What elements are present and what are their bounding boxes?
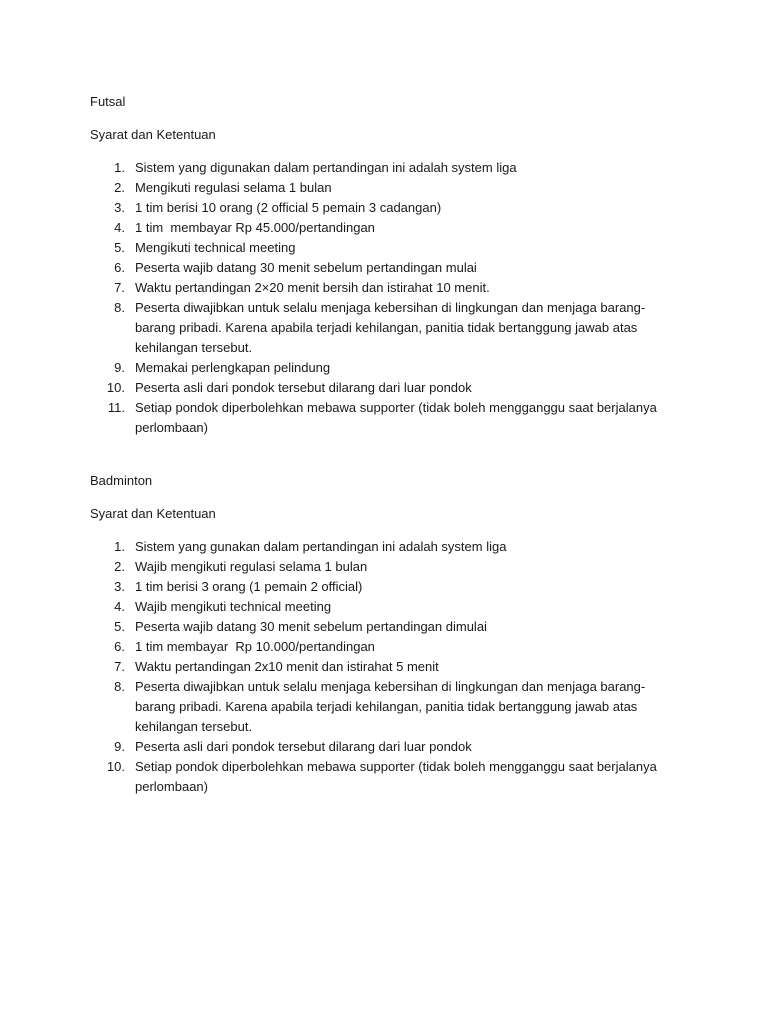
badminton-subtitle: Syarat dan Ketentuan [90, 506, 216, 521]
rule-item [90, 577, 690, 597]
rule-text: Wajib mengikuti technical meeting [135, 599, 332, 614]
rule-item [90, 158, 690, 178]
badminton-title: Badminton [90, 473, 153, 488]
rule-text: Memakai perlengkapan pelindung [135, 360, 331, 375]
rule-number: 4. [114, 599, 125, 614]
rule-text: Sistem yang digunakan dalam pertandingan ini adalah system liga [135, 160, 517, 175]
rule-number: 3. [114, 579, 125, 594]
rule-text: Waktu pertandingan 2×20 menit bersih dan istirahat 10 menit. [135, 280, 490, 295]
rule-text: 1 tim berisi 3 orang (1 pemain 2 official) [135, 579, 363, 594]
rule-number: 8. [114, 300, 125, 315]
rule-item [90, 617, 690, 637]
rule-text: Wajib mengikuti regulasi selama 1 bulan [135, 559, 368, 574]
rule-item [90, 178, 690, 198]
rule-text: Mengikuti technical meeting [135, 240, 296, 255]
rule-number: 10. [106, 759, 125, 774]
rule-number: 5. [114, 240, 125, 255]
rule-item [90, 677, 690, 737]
badminton-rules-list [90, 537, 690, 797]
futsal-rules-list [90, 158, 690, 438]
badminton-section [90, 471, 690, 797]
rule-text: Peserta wajib datang 30 menit sebelum pertandingan mulai [135, 260, 477, 275]
rule-number: 9. [114, 739, 125, 754]
rule-text: 1 tim membayar Rp 45.000/pertandingan [135, 220, 375, 235]
futsal-title: Futsal [90, 94, 126, 109]
rule-item [90, 657, 690, 677]
rule-item [90, 198, 690, 218]
rule-number: 3. [114, 200, 125, 215]
rule-item [90, 637, 690, 657]
rule-text: Peserta asli dari pondok tersebut dilarang dari luar pondok [135, 739, 472, 754]
rule-text: Setiap pondok diperbolehkan mebawa supporter (tidak boleh mengganggu saat berjalanya perlombaan) [135, 400, 657, 435]
rule-number: 1. [114, 160, 125, 175]
futsal-section [90, 92, 690, 438]
rule-text: Setiap pondok diperbolehkan mebawa supporter (tidak boleh mengganggu saat berjalanya perlombaan) [135, 759, 657, 794]
rule-number: 10. [106, 380, 125, 395]
rule-item [90, 278, 690, 298]
rule-text: Peserta asli dari pondok tersebut dilarang dari luar pondok [135, 380, 472, 395]
rule-number: 7. [114, 280, 125, 295]
rule-text: Sistem yang gunakan dalam pertandingan ini adalah system liga [135, 539, 507, 554]
rule-text: 1 tim membayar Rp 10.000/pertandingan [135, 639, 375, 654]
rule-item [90, 737, 690, 757]
rule-item [90, 378, 690, 398]
rule-text: Peserta diwajibkan untuk selalu menjaga kebersihan di lingkungan dan menjaga barang- barang pribadi. Karena apabila terjadi kehilangan, panitia tidak bertanggung jawab atas kehilangan tersebut. [135, 679, 646, 734]
rule-text: 1 tim berisi 10 orang (2 official 5 pemain 3 cadangan) [135, 200, 442, 215]
rule-number: 8. [114, 679, 125, 694]
futsal-subtitle: Syarat dan Ketentuan [90, 127, 216, 142]
rule-number: 11. [107, 400, 125, 415]
rule-number: 4. [114, 220, 125, 235]
rule-number: 6. [114, 260, 125, 275]
rule-item [90, 537, 690, 557]
rule-number: 5. [114, 619, 125, 634]
rule-item [90, 398, 690, 438]
rule-item [90, 358, 690, 378]
rule-text: Waktu pertandingan 2x10 menit dan istirahat 5 menit [135, 659, 439, 674]
rule-number: 9. [114, 360, 125, 375]
rule-number: 1. [114, 539, 125, 554]
rule-number: 2. [114, 180, 125, 195]
rule-item [90, 757, 690, 797]
rule-item [90, 557, 690, 577]
rule-text: Peserta diwajibkan untuk selalu menjaga kebersihan di lingkungan dan menjaga barang- barang pribadi. Karena apabila terjadi kehilangan, panitia tidak bertanggung jawab atas kehilangan tersebut. [135, 300, 646, 355]
rule-number: 6. [114, 639, 125, 654]
rule-item [90, 298, 690, 358]
rule-text: Mengikuti regulasi selama 1 bulan [135, 180, 332, 195]
rule-item [90, 238, 690, 258]
rule-number: 7. [114, 659, 125, 674]
rule-text: Peserta wajib datang 30 menit sebelum pertandingan dimulai [135, 619, 487, 634]
rule-item [90, 597, 690, 617]
rule-number: 2. [114, 559, 125, 574]
rule-item [90, 218, 690, 238]
rule-item [90, 258, 690, 278]
